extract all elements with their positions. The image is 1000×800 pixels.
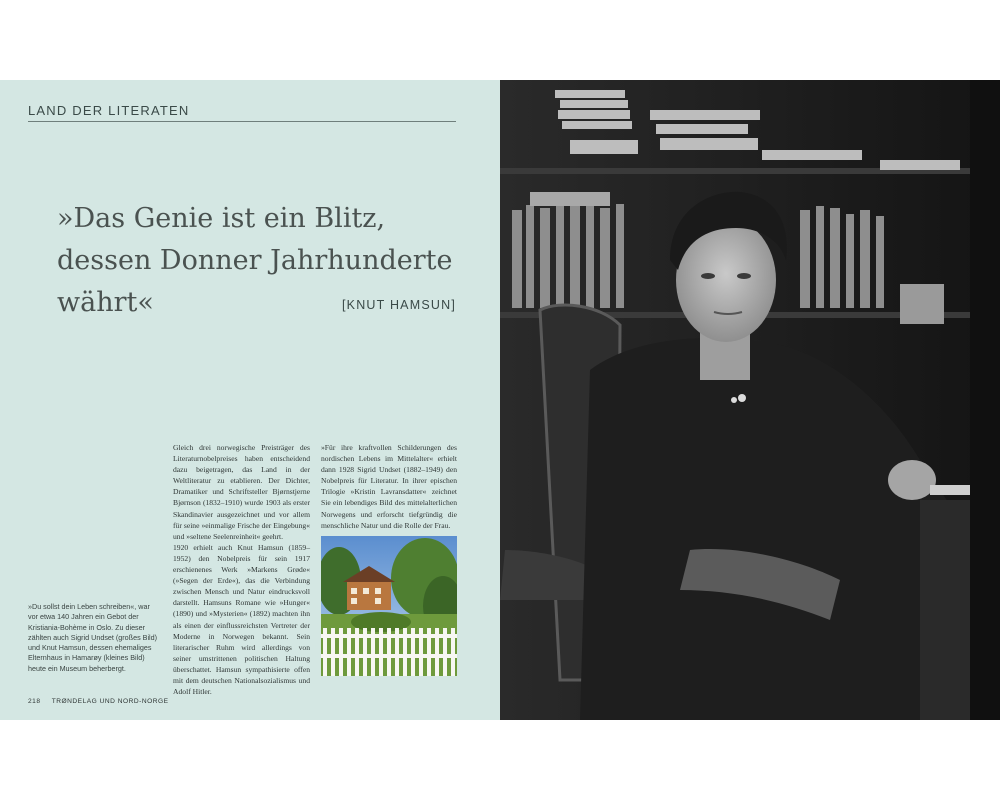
portrait-photo — [500, 80, 1000, 720]
section-divider — [28, 121, 456, 122]
page-footer — [28, 698, 169, 705]
left-page — [0, 80, 500, 720]
paragraph-hamsun: 1920 erhielt auch Knut Hamsun (1859–1952) den Nobelpreis für sein 1917 erschienenes Werk »Markens Grøde« (»Segen der Erde«), das die Verbindung zwischen Mensch und Natur eindrucksvoll darstellt. Hamsuns Romane wie »Hunger« (1890) und »Mysterien« (1892) machten ihn als einen der einflussreichsten Vertreter der Moderne in Norwegen bekannt. Sein literarischer Ruhm wird allerdings von seiner umstrittenen politischen Haltung überschattet. Hamsun sympathisierte offen mit dem deutschen Nationalsozialismus und Adolf Hitler. — [173, 542, 310, 697]
book-spread — [0, 80, 1000, 720]
page-number: 218 — [28, 698, 41, 705]
right-page-portrait-photo — [500, 80, 1000, 720]
image-caption: »Du sollst dein Leben schreiben«, war vor etwa 140 Jahren ein Gebot der Kristiania-Bohème in Oslo. Zu dieser zählten auch Sigrid Undset (großes Bild) und Knut Hamsun, dessen ehemaliges Elternhaus in Hamarøy (kleines Bild) heute ein Museum beherbergt. — [28, 602, 158, 673]
quote-line-1: »Das Genie ist ein Blitz, — [57, 203, 386, 234]
paragraph-undset: »Für ihre kraftvollen Schilderungen des nordischen Lebens im Mittelalter« erhielt dann 1928 Sigrid Undset (1882–1949) den Nobelpreis für Literatur. In ihrer epischen Trilogie »Kristin Lavransdatter« zeichnet Sie ein lebendiges Bild des mittelalterlichen Norwegens und erforscht tiefgründig die menschliche Natur und die Rolle der Frau. — [321, 443, 457, 530]
chapter-name: TRØNDELAG UND NORD-NORGE — [51, 698, 169, 705]
body-column-1 — [173, 442, 310, 697]
quote-line-3: währt« — [57, 287, 154, 318]
quote-author: [KNUT HAMSUN] — [342, 298, 456, 312]
body-column-2 — [321, 442, 457, 531]
small-house-photo — [321, 536, 457, 676]
quote-line-2: dessen Donner Jahrhunderte — [57, 245, 453, 276]
section-title: LAND DER LITERATEN — [28, 103, 190, 118]
paragraph-nobel-bjornson: Gleich drei norwegische Preisträger des Literaturnobelpreises haben entscheidend dazu beigetragen, das Land in der Weltliteratur zu etablieren. Der Dichter, Dramatiker und Schriftsteller Bjørnstjerne Bjørnson (1832–1910) wurde 1903 als erster Skandinavier ausgezeichnet und vor allem für seine »einmalige Frische der Eingebung« und »seltene Seelenreinheit« geehrt. — [173, 443, 310, 541]
